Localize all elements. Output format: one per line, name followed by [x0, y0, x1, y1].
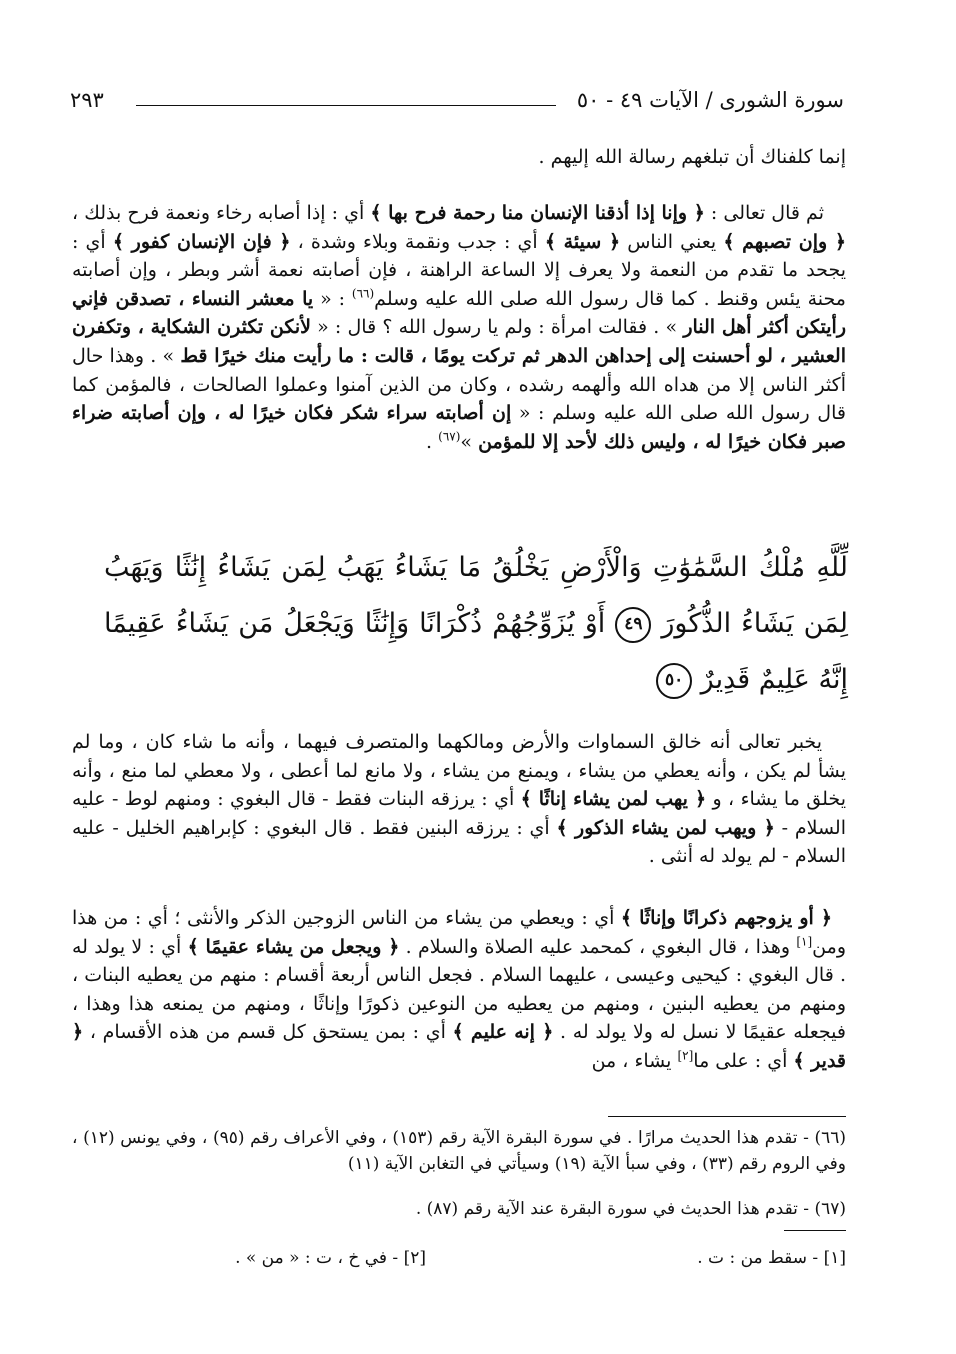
text-run: أي : بمن يستحق كل قسم من هذه الأقسام ، — [83, 1021, 453, 1044]
paragraph-intro — [72, 143, 846, 172]
footnote-66: (٦٦) - تقدم هذا الحديث مرارًا . في سورة البقرة الآية رقم (١٥٣) ، وفي الأعراف رقم (٩٥) ، وفي يونس (١٢) ، وفي الروم رقم (٣٣) ، وفي سبأ الآية (١٩) وسيأتي في التغابن الآية (١١) — [72, 1128, 846, 1174]
text-run: : « — [313, 287, 352, 310]
footnote-67: (٦٧) - تقدم هذا الحديث في سورة البقرة عند الآية رقم (٨٧) . — [415, 1199, 846, 1219]
paragraph-intro-text: إنما كلفناك أن تبلغهم رسالة الله إليهم . — [538, 146, 846, 168]
paragraph-commentary-49 — [72, 728, 846, 871]
text-run: » — [460, 430, 479, 453]
text-run: ثم قال تعالى : — [704, 202, 824, 224]
quran-quote: ﴿ أو يزوجهم ذكرانًا وإناثًا ﴾ — [620, 907, 832, 929]
quran-quote: ﴿ وإنا إذا أذقنا الإنسان منا رحمة فرح بها ﴾ — [370, 202, 705, 224]
manuscript-note-2: [٢] - في خ ، ت : « من » . — [235, 1248, 426, 1268]
footnote-divider — [608, 1116, 846, 1117]
verse-number-50: ٥٠ — [656, 663, 692, 699]
text-run: وهذا ، قال البغوي ، كمحمد عليه الصلاة والسلام . — [399, 935, 797, 958]
running-title: سورة الشورى / الآيات ٤٩ - ٥٠ — [576, 88, 844, 112]
note-ref-1: [١] — [796, 934, 813, 949]
quran-quote: ﴿ ويهب لمن يشاء الذكور ﴾ — [556, 816, 775, 839]
verse-49: لِّلَّهِ مُلْكُ السَّمَٰوَٰتِ وَالْأَرْضِ يَخْلُقُ مَا يَشَاءُ يَهَبُ لِمَن يَشَاءُ إِنَٰثًا وَيَهَبُ لِمَن يَشَاءُ الذُّكُورَ — [104, 552, 849, 639]
quran-quote: ﴿ إنه عليم ﴾ — [452, 1021, 554, 1044]
text-run: » . وهذا حال أكثر الناس إلا من هداه الله وألهمه رشده ، وكان من الذين آمنوا وعملوا الصالحات ، فالمؤمن كما قال رسول الله صلى الله عليه وسلم : « — [72, 344, 846, 425]
page-number: ٢٩٣ — [70, 88, 104, 112]
footnote-ref-67: (٦٧) — [438, 429, 461, 444]
quran-quote: ﴿ قدير ﴾ — [72, 1021, 846, 1072]
note-ref-2: [٢] — [677, 1048, 694, 1063]
hadith-quote: يا معشر النساء ، تصدقن فإني رأيتكن أكثر أهل النار — [72, 287, 846, 339]
paragraph-commentary-48 — [72, 199, 846, 456]
text-run: أي : يجحد ما تقدم من النعمة ولا يعرف إلا الساعة الراهنة ، فإن أصابته نعمة أشر وبطر ، وإن أصابته محنة يئس وقنط . كما قال رسول الله صلى الله عليه وسلم — [72, 230, 846, 310]
manuscript-note-1: [١] - سقط من : ت . — [697, 1248, 846, 1268]
header-rule — [136, 105, 556, 106]
text-run: أي : إذا أصابه رخاء ونعمة فرح بذلك ، — [72, 202, 371, 224]
text-run: . — [426, 430, 439, 453]
verse-number-49: ٤٩ — [615, 607, 651, 643]
quran-quote: ﴿ وإن تصبهم ﴾ — [723, 230, 847, 253]
quran-quote: ﴿ يهب لمن يشاء إناثًا ﴾ — [520, 788, 707, 811]
text-run: يشاء ، من — [591, 1049, 678, 1072]
text-run: أي : لا يولد له . قال البغوي : كيحيى وعيسى ، عليهما السلام . فجعل الناس أربعة أقسام : منهم من يعطيه البنات ، ومنهم من يعطيه البنين ، ومنهم من يعطيه من النوعين ذكورًا وإناثًا ، ومنهم من يمنعه هذا وهذا ، فيجعله عقيمًا لا نسل له ولا يولد له . — [72, 935, 846, 1044]
hadith-quote: لأنكن تكثرن الشكاية ، وتكفرن العشير ، لو أحسنت إلى إحداهن الدهر ثم تركت يومًا ، قالت : ما رأيت منك خيرًا قط — [72, 316, 847, 367]
text-run: » . فقالت امرأة : ولم يا رسول الله ؟ قال : « — [310, 316, 684, 339]
text-run: أي : يرزقه البنات فقط - قال البغوي : ومنهم لوط - عليه السلام - — [72, 788, 846, 839]
quran-quote: ﴿ ويجعل من يشاء عقيمًا ﴾ — [187, 935, 400, 958]
text-run: أي : على ما — [693, 1049, 794, 1072]
text-run: أي : جدب ونقمة وبلاء وشدة ، — [290, 230, 545, 253]
text-run: أي : يرزقه البنين فقط . قال البغوي : كإبراهيم الخليل - عليه السلام - لم يولد له أنثى . — [72, 816, 846, 868]
quran-verses — [104, 540, 848, 708]
notes-divider — [784, 1230, 846, 1231]
text-run: يعني الناس — [620, 230, 724, 253]
footnote-ref-66: (٦٦) — [351, 286, 375, 301]
text-run: أي : ويعطي من يشاء من الناس الزوجين الذكر والأنثى ؛ أي : من هذا ومن — [72, 907, 846, 958]
verse-50: أَوْ يُزَوِّجُهُمْ ذُكْرَانًا وَإِنَٰثًا وَيَجْعَلُ مَن يَشَاءُ عَقِيمًا إِنَّهُ عَلِيمٌ قَدِيرٌ — [104, 608, 848, 695]
page-header — [70, 88, 844, 122]
quran-quote: ﴿ سيئة ﴾ — [544, 230, 621, 253]
hadith-quote: إن أصابته سراء شكر فكان خيرًا له ، وإن أصابته ضراء صبر فكان خيرًا له ، وليس ذلك لأحد إلا للمؤمن — [72, 402, 846, 453]
quran-quote: ﴿ فإن الإنسان كفور ﴾ — [112, 230, 291, 253]
text-run: يخبر تعالى أنه خالق السماوات والأرض ومالكهما والمتصرف فيهما ، وأنه ما شاء كان ، وما لم يشأ لم يكن ، وأنه يعطي من يشاء ، ويمنع من يشاء ، ولا مانع لما أعطى ، ولا معطي لما منع ، وأنه يخلق ما يشاء ، و — [72, 731, 846, 811]
paragraph-commentary-50 — [72, 904, 846, 1076]
